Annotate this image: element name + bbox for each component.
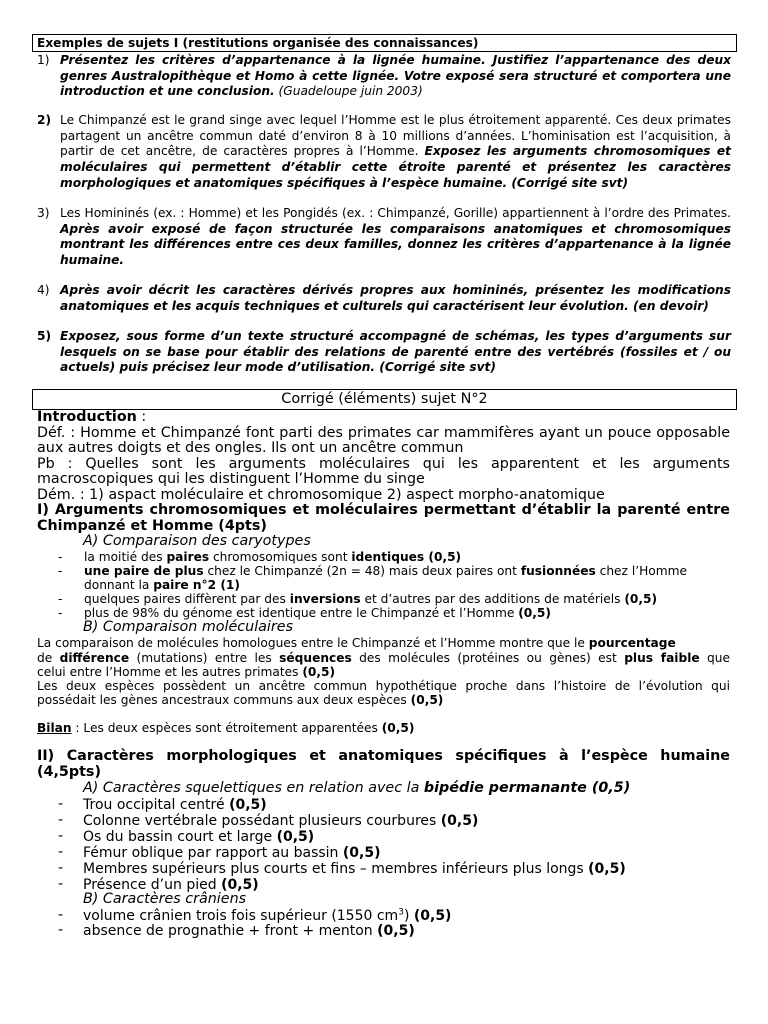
bullet-dash: - (58, 796, 64, 812)
part2-subheading-a: A) Caractères squelettiques en relation avec la bipédie permanante (0,5) (83, 780, 631, 796)
subjects-header-box (32, 34, 737, 52)
part2-heading-line-1: II) Caractères morphologiques et anatomiques spécifiques à l’espèce humaine (37, 748, 730, 764)
bullet-dash: - (58, 564, 63, 578)
molecular-line-3: celui entre l’Homme et les autres primates (0,5) (37, 665, 336, 679)
subject-question: Présentez les critères d’appartenance à la lignée humaine. Justifiez l’appartenance des deux genres Australopithèque et Homo à cette lignée. Votre exposé sera structuré et comportera une introduction et une conclusion. (60, 53, 731, 99)
cranial-item-2: absence de prognathie + front + menton (0,5) (83, 923, 415, 939)
caryotype-item-2: une paire de plus chez le Chimpanzé (2n = 48) mais deux paires ont fusionnées chez l’Homme (84, 564, 687, 578)
subject-text (60, 329, 731, 376)
intro-problem-line-1: Pb : Quelles sont les arguments moléculaires qui les apparentent et les arguments (37, 455, 730, 472)
caryotype-item-3: quelques paires diffèrent par des inversions et d’autres par des additions de matériels (0,5) (84, 592, 658, 606)
bullet-dash: - (58, 550, 63, 564)
bullet-dash: - (58, 592, 63, 606)
subject-question: Exposez, sous forme d’un texte structuré accompagné de schémas, les types d’arguments sur lesquels on se base pour établir des relations de parenté entre des vertébrés (fossiles et / ou actuels) puis précisez leur mode d’utilisation. (Corrigé site svt) (60, 329, 731, 375)
bullet-dash: - (58, 876, 64, 892)
caryotype-item-1: la moitié des paires chromosomiques sont identiques (0,5) (84, 550, 462, 564)
caryotype-item-2-continued: donnant la paire n°2 (1) (84, 578, 240, 592)
subject-number: 5) (37, 329, 52, 343)
intro-problem-line-2: macroscopiques qui les distinguent l’Homme du singe (37, 471, 425, 487)
subject-text (60, 283, 731, 314)
subject-4 (37, 283, 731, 314)
part2-subheading-b: B) Caractères crâniens (83, 891, 247, 907)
subject-number: 4) (37, 283, 50, 297)
bullet-dash: - (58, 606, 63, 620)
part1-heading-line-2: Chimpanzé et Homme (4pts) (37, 517, 267, 534)
subject-text (60, 53, 731, 100)
subject-number: 3) (37, 206, 50, 220)
intro-colon: : (136, 409, 147, 425)
intro-heading (37, 410, 146, 426)
intro-plan: Dém. : 1) aspact moléculaire et chromosomique 2) aspect morpho-anatomique (37, 486, 605, 503)
intro-definition-line-2: aux autres doigts et des ongles. Ils ont un ancêtre commun (37, 440, 464, 456)
part2-heading-line-2: (4,5pts) (37, 764, 101, 780)
molecular-line-4: Les deux espèces possèdent un ancêtre commun hypothétique proche dans l’histoire de l’évolution qui (37, 679, 730, 693)
corrige-title-box (32, 389, 737, 410)
skeletal-item-3: Os du bassin court et large (0,5) (83, 829, 315, 845)
molecular-line-5: possédait les gènes ancestraux communs aux deux espèces (0,5) (37, 693, 444, 707)
bullet-dash: - (58, 907, 64, 923)
bullet-dash: - (58, 812, 64, 828)
bullet-dash: - (58, 922, 64, 938)
subject-context: Les Homininés (ex. : Homme) et les Pongidés (ex. : Chimpanzé, Gorille) appartiennent à l’ordre des Primates. (60, 206, 731, 220)
part1-heading-line-1: I) Arguments chromosomiques et moléculaires permettant d’établir la parenté entre (37, 502, 730, 518)
bullet-dash: - (58, 844, 64, 860)
subject-question: Après avoir exposé de façon structurée les comparaisons anatomiques et chromosomiques montrant les différences entre ces deux familles, donnez les critères d’appartenance à la lignée humaine. (60, 221, 731, 268)
molecular-line-1: La comparaison de molécules homologues entre le Chimpanzé et l’Homme montre que le pourcentage (37, 636, 676, 650)
cranial-item-1: volume crânien trois fois supérieur (1550 $cm^3$) (0,5) (83, 907, 452, 924)
skeletal-item-5: Membres supérieurs plus courts et fins – membres inférieurs plus longs (0,5) (83, 861, 626, 877)
subject-5 (37, 329, 731, 376)
subject-number: 1) (37, 53, 50, 67)
corrige-title: Corrigé (éléments) sujet N°2 (281, 391, 488, 407)
subject-number: 2) (37, 113, 52, 127)
intro-label: Introduction (37, 409, 137, 425)
subject-source: (Guadeloupe juin 2003) (274, 84, 423, 99)
skeletal-item-4: Fémur oblique par rapport au bassin (0,5) (83, 845, 381, 861)
subject-text (60, 206, 731, 269)
part1-subheading-b: B) Comparaison moléculaires (83, 619, 294, 635)
subject-question: Exposez les arguments chromosomiques et moléculaires qui permettent d’établir cette étroite parenté et présentez les caractères morphologiques et anatomiques spécifiques à l’espèce humaine. (Corrigé site svt) (60, 144, 732, 190)
bullet-dash: - (58, 828, 64, 844)
skeletal-item-6: Présence d’un pied (0,5) (83, 877, 259, 893)
part1-subheading-a: A) Comparaison des caryotypes (83, 533, 311, 549)
bilan-line: Bilan : Les deux espèces sont étroitement apparentées (0,5) (37, 721, 415, 735)
molecular-line-2: de différence (mutations) entre les séquences des molécules (protéines ou gènes) est plus faible que (37, 651, 730, 665)
subject-question: Après avoir décrit les caractères dérivés propres aux homininés, présentez les modifications anatomiques et les acquis techniques et culturels qui caractérisent leur évolution. (en devoir) (60, 283, 731, 313)
subject-1 (37, 53, 731, 100)
subject-2 (37, 113, 731, 192)
caryotype-item-4: plus de 98% du génome est identique entre le Chimpanzé et l’Homme (0,5) (84, 606, 551, 620)
subjects-header-title: Exemples de sujets I (restitutions organisée des connaissances) (37, 36, 479, 50)
intro-definition-line-1: Déf. : Homme et Chimpanzé font parti des primates car mammifères ayant un pouce opposable (37, 424, 730, 441)
subject-text (60, 113, 731, 192)
skeletal-item-1: Trou occipital centré (0,5) (83, 797, 267, 813)
skeletal-item-2: Colonne vertébrale possédant plusieurs courbures (0,5) (83, 813, 479, 829)
subject-context: Le Chimpanzé est le grand singe avec lequel l’Homme est le plus étroitement apparenté. Ces deux primates partagent un ancêtre commun daté d’environ 8 à 10 millions d’années. L’hominisation est l’acquisition, à partir de cet ancêtre, de caractères propres à l’Homme. (60, 113, 731, 159)
bilan-label: Bilan (37, 721, 72, 735)
subject-3 (37, 206, 731, 269)
bullet-dash: - (58, 860, 64, 876)
